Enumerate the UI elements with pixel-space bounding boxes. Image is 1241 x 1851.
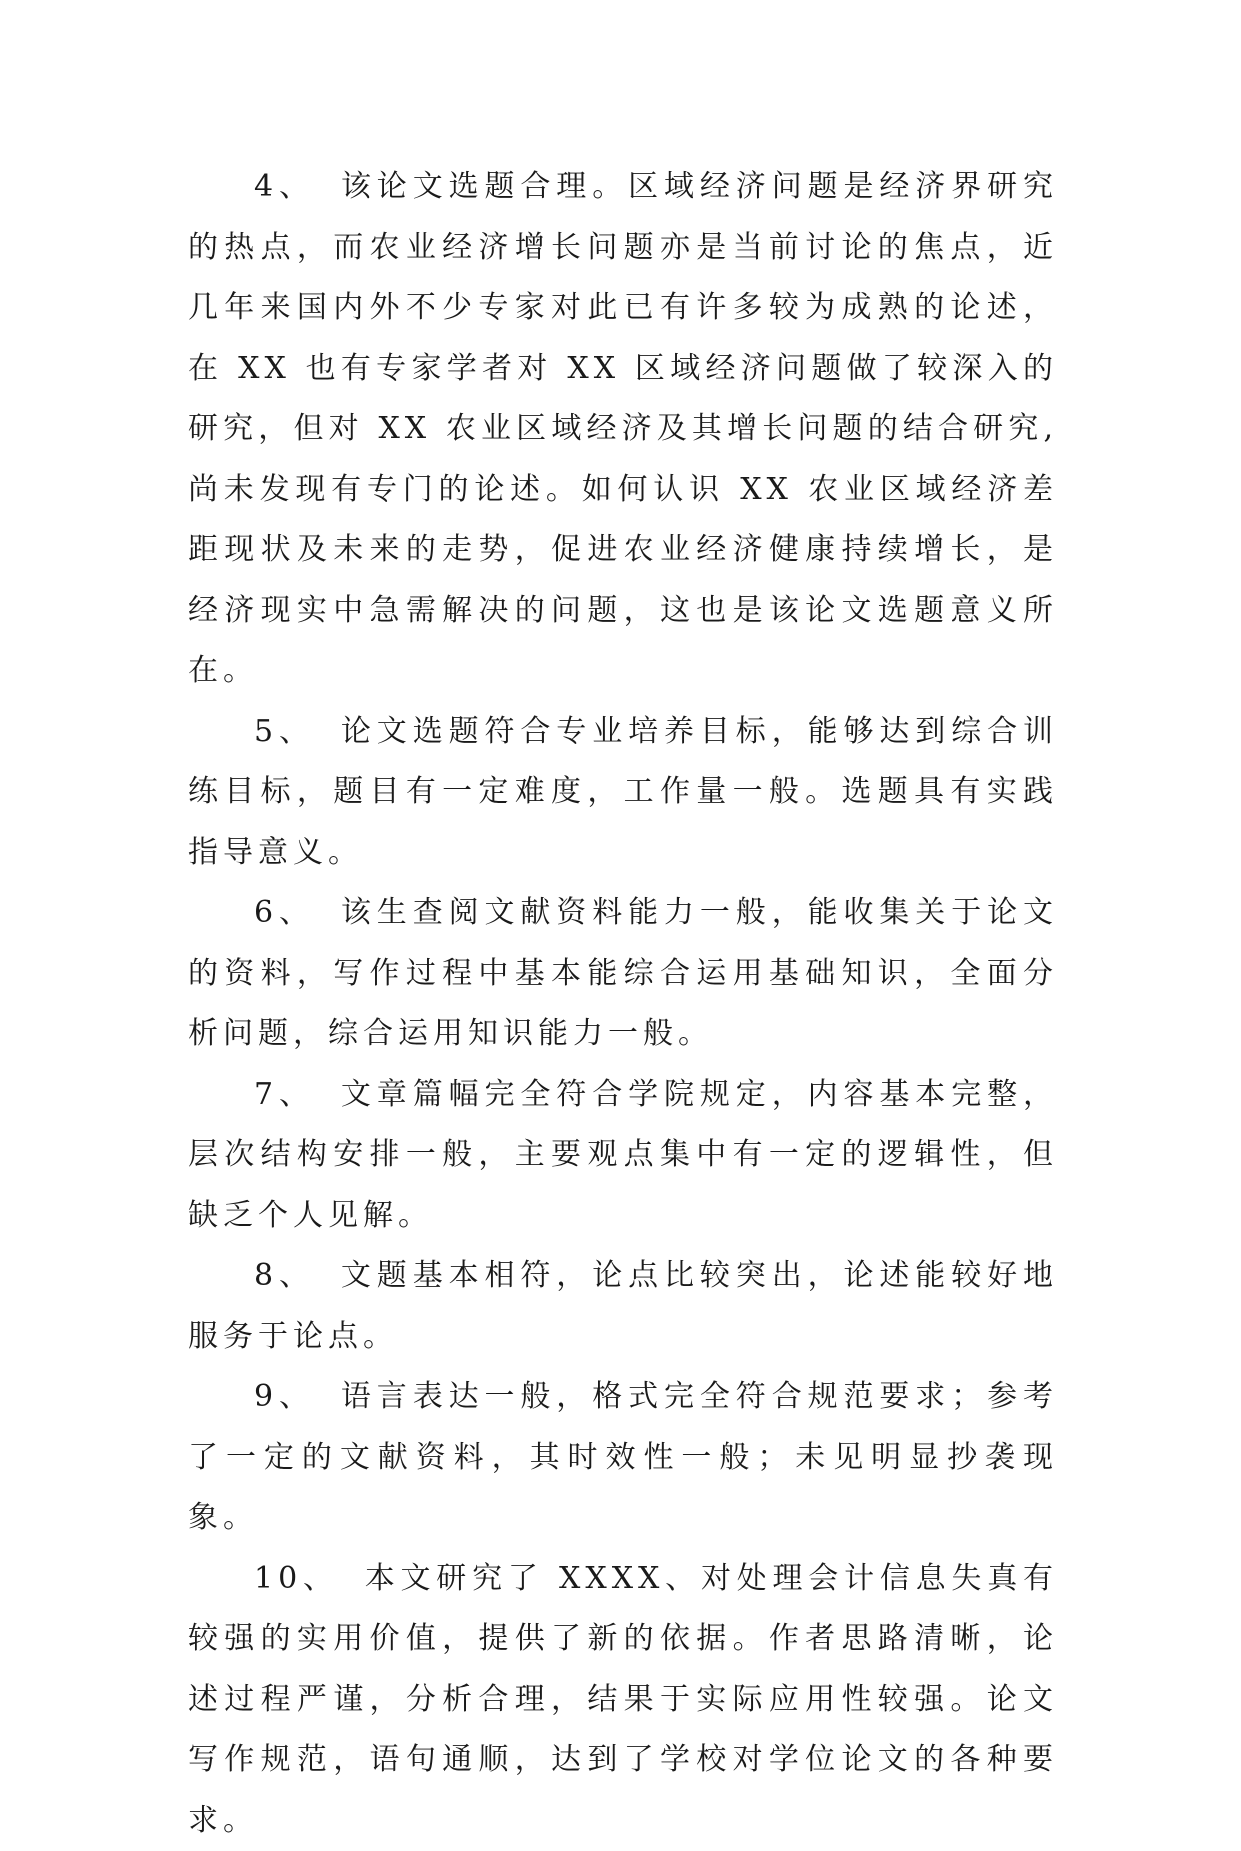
- item-number: 8、: [254, 1258, 315, 1293]
- paragraph-item-6: [188, 883, 1058, 1065]
- item-number: 5、: [254, 714, 315, 749]
- item-text: 语言表达一般，格式完全符合规范要求；参考了一定的文献资料，其时效性一般；未见明显抄袭现象。: [188, 1379, 1058, 1535]
- paragraph-item-7: [188, 1065, 1058, 1247]
- paragraph-item-9: [188, 1367, 1058, 1549]
- paragraph-item-8: [188, 1246, 1058, 1367]
- item-text: 文题基本相符，论点比较突出，论述能较好地服务于论点。: [188, 1258, 1058, 1354]
- item-number: 7、: [254, 1077, 315, 1112]
- item-number: 9、: [254, 1379, 315, 1414]
- item-text: 论文选题符合专业培养目标，能够达到综合训练目标，题目有一定难度，工作量一般。选题具有实践指导意义。: [188, 714, 1058, 870]
- item-text: 该论文选题合理。区域经济问题是经济界研究的热点，而农业经济增长问题亦是当前讨论的焦点，近几年来国内外不少专家对此已有许多较为成熟的论述，在 XX 也有专家学者对 XX 区域经济问题做了较深入的研究，但对 XX 农业区域经济及其增长问题的结合研究,尚未发现有专门的论述。如何认识 XX 农业区域经济差距现状及未来的走势，促进农业经济健康持续增长，是经济现实中急需解决的问题，这也是该论文选题意义所在。: [188, 169, 1058, 688]
- document-body: [188, 157, 1058, 1851]
- item-text: 文章篇幅完全符合学院规定，内容基本完整，层次结构安排一般，主要观点集中有一定的逻辑性，但缺乏个人见解。: [188, 1077, 1058, 1233]
- paragraph-item-4: [188, 157, 1058, 702]
- item-number: 6、: [254, 895, 315, 930]
- item-number: 4、: [254, 169, 315, 204]
- paragraph-item-10: [188, 1549, 1058, 1851]
- item-text: 本文研究了 XXXX、对处理会计信息失真有较强的实用价值，提供了新的依据。作者思路清晰，论述过程严谨，分析合理，结果于实际应用性较强。论文写作规范，语句通顺，达到了学校对学位论文的各种要求。: [188, 1561, 1058, 1838]
- item-text: 该生查阅文献资料能力一般，能收集关于论文的资料，写作过程中基本能综合运用基础知识，全面分析问题，综合运用知识能力一般。: [188, 895, 1058, 1051]
- paragraph-item-5: [188, 702, 1058, 884]
- item-number: 10、: [254, 1561, 339, 1596]
